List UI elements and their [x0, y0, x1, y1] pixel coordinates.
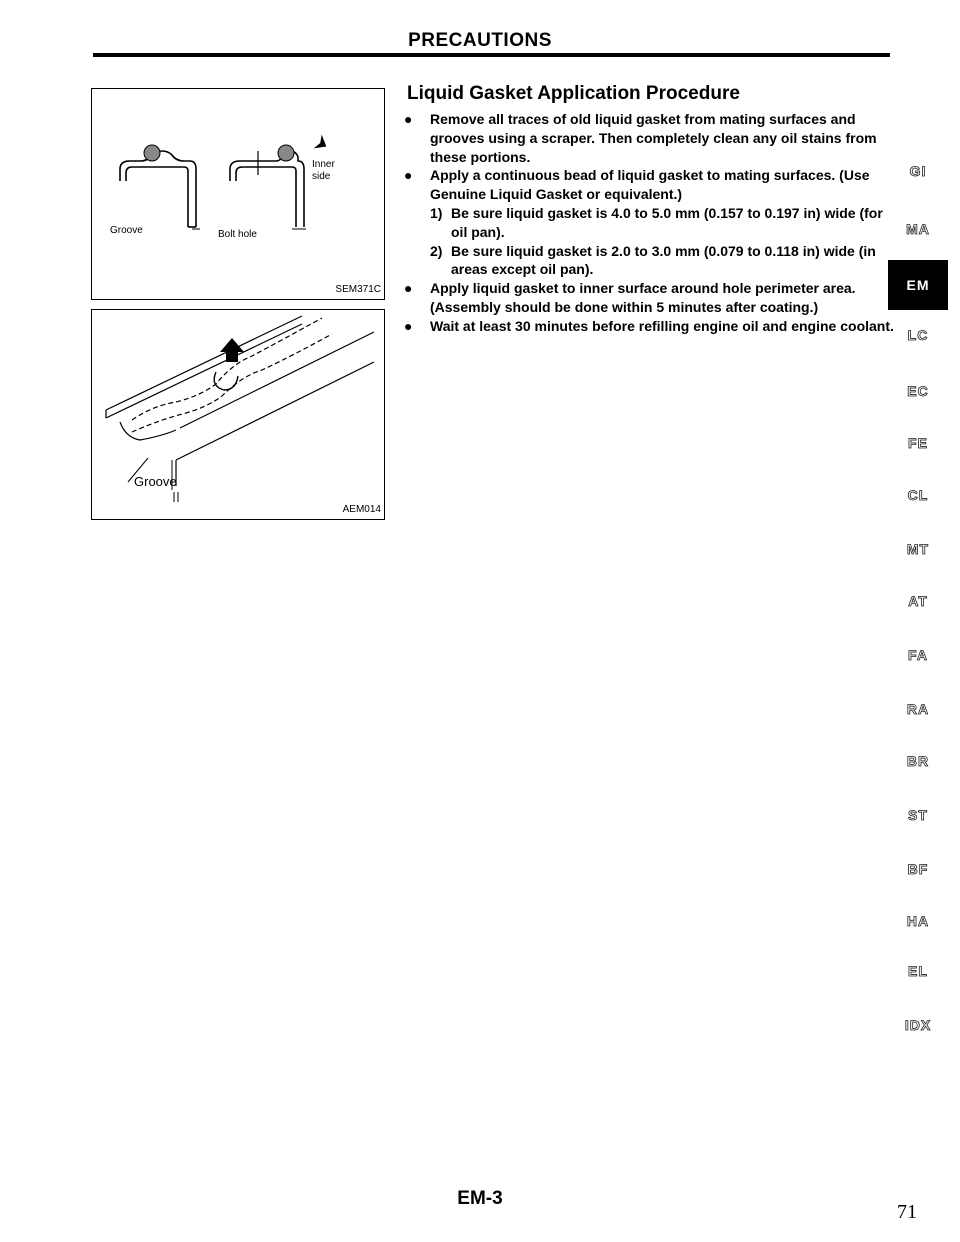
sub-item	[430, 242, 894, 280]
figure-gasket-bead	[91, 309, 385, 520]
bullet-text: Wait at least 30 minutes before refilling engine oil and engine coolant.	[430, 317, 894, 334]
groove-label: Groove	[134, 474, 177, 489]
bullet-icon: ●	[404, 280, 413, 297]
groove-label: Groove	[110, 225, 143, 236]
bullet-text: Apply a continuous bead of liquid gasket to mating surfaces. (Use Genuine Liquid Gasket or equivalent.)	[430, 167, 870, 203]
section-tab-el[interactable]: EL	[908, 963, 928, 979]
section-tab-bf[interactable]: BF	[907, 861, 929, 877]
section-tab-at[interactable]: AT	[908, 593, 928, 609]
section-title: Liquid Gasket Application Procedure	[407, 83, 740, 104]
section-tab-fe[interactable]: FE	[908, 435, 928, 451]
header-rule	[93, 53, 890, 57]
section-tab-em[interactable]: EM	[888, 260, 948, 310]
sub-item-number: 1)	[430, 204, 443, 221]
bullet-item	[400, 279, 894, 298]
figure-code: AEM014	[342, 504, 381, 515]
sub-item-text: Be sure liquid gasket is 2.0 to 3.0 mm (0.079 to 0.118 in) wide (in areas except oil pan).	[451, 242, 876, 278]
gasket-bead-illustration	[92, 310, 386, 521]
bolt-hole-label: Bolt hole	[218, 229, 257, 240]
section-tab-ha[interactable]: HA	[906, 913, 930, 929]
section-tab-br[interactable]: BR	[906, 753, 930, 769]
page-code: EM-3	[457, 1188, 503, 1209]
bullet-text: Remove all traces of old liquid gasket from mating surfaces and grooves using a scraper. Then completely clean any oil stains from these portions.	[430, 111, 877, 165]
section-tab-st[interactable]: ST	[908, 807, 928, 823]
section-tab-fa[interactable]: FA	[908, 647, 928, 663]
section-tab-ma[interactable]: MA	[906, 221, 930, 237]
figure-code: SEM371C	[335, 284, 381, 295]
sub-item-number: 2)	[430, 242, 443, 259]
bullet-icon: ●	[404, 111, 413, 127]
section-tab-mt[interactable]: MT	[906, 541, 930, 557]
page-header-title: PRECAUTIONS	[408, 30, 552, 51]
assembly-note: (Assembly should be done within 5 minutes after coating.)	[430, 298, 819, 315]
section-tab-gi[interactable]: GI	[909, 163, 927, 179]
page-number: 71	[897, 1201, 917, 1223]
bullet-item	[400, 317, 894, 336]
inner-side-label: Inner side	[312, 159, 335, 182]
bullet-text: Apply liquid gasket to inner surface around hole perimeter area.	[430, 280, 856, 297]
bullet-icon: ●	[404, 167, 413, 184]
procedure-text	[400, 110, 894, 336]
sub-item	[430, 204, 894, 242]
section-tab-lc[interactable]: LC	[907, 327, 929, 343]
groove-cross-section-illustration	[92, 89, 386, 301]
sub-item-text: Be sure liquid gasket is 4.0 to 5.0 mm (0.157 to 0.197 in) wide (for oil pan).	[451, 204, 883, 240]
section-tab-cl[interactable]: CL	[907, 487, 929, 503]
figure-groove-bolt-hole	[91, 88, 385, 300]
bullet-item	[400, 110, 894, 166]
bullet-item	[400, 166, 894, 279]
bullet-icon: ●	[404, 317, 413, 334]
section-tab-ec[interactable]: EC	[907, 383, 929, 399]
section-tab-ra[interactable]: RA	[906, 701, 930, 717]
section-tab-idx[interactable]: IDX	[904, 1017, 932, 1033]
